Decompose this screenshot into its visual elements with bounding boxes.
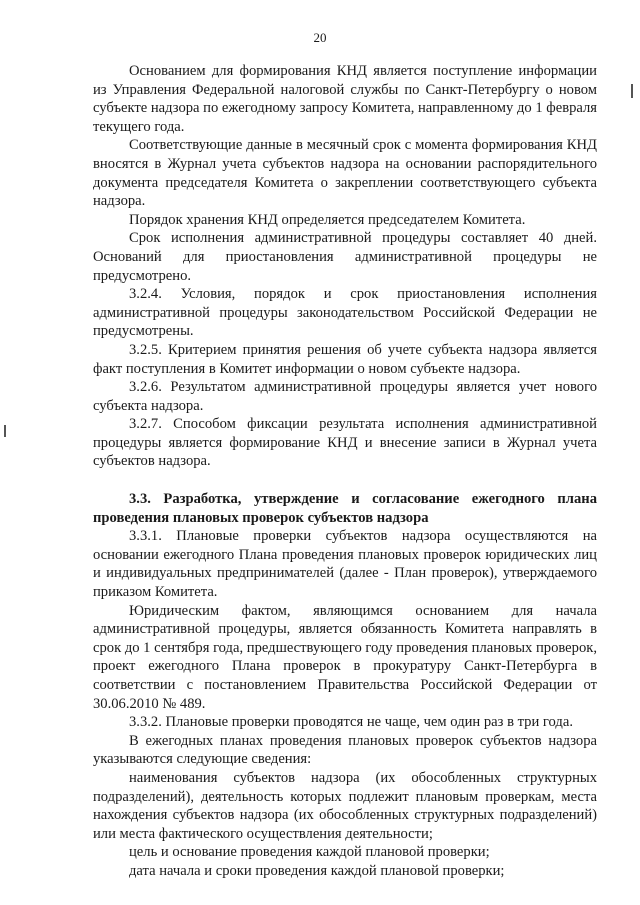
paragraph-monthly-entry: Соответствующие данные в месячный срок с момента формирования КНД вносятся в Журнал учета субъектов надзора на основании распорядительного документа председателя Комитета о закреплении соответствующего субъекта надзора.	[93, 137, 597, 210]
paragraph-3-3-2: 3.3.2. Плановые проверки проводятся не чаще, чем один раз в три года.	[129, 714, 573, 731]
section-heading-3-3: 3.3. Разработка, утверждение и согласование ежегодного плана проведения плановых проверок субъектов надзора	[93, 491, 597, 526]
paragraph-3-3-1: 3.3.1. Плановые проверки субъектов надзора осуществляются на основании ежегодного Плана проведения плановых проверок юридических лиц и индивидуальных предпринимателей (далее - План проверок), утверждаемого приказом Комитета.	[93, 528, 597, 601]
section-gap	[93, 471, 597, 490]
list-item-dates: дата начала и сроки проведения каждой плановой проверки;	[129, 862, 505, 879]
list-item-names: наименования субъектов надзора (их обособленных структурных подразделений), деятельность которых подлежит плановым проверкам, места нахождения субъектов надзора (их обособленных структурных подразделений) или места фактического осуществления деятельности;	[93, 769, 597, 842]
paragraph-legal-fact: Юридическим фактом, являющимся основанием для начала административной процедуры, является обязанность Комитета направлять в срок до 1 сентября года, предшествующего году проведения плановых проверок, проект ежегодного Плана проверок в прокуратуру Санкт-Петербурга в соответствии с постановлением Правительства Российской Федерации от 30.06.2010 № 489.	[93, 602, 597, 712]
paragraph-3-2-6: 3.2.6. Результатом административной процедуры является учет нового субъекта надзора.	[93, 379, 597, 414]
paragraph-storage-order: Порядок хранения КНД определяется председателем Комитета.	[129, 211, 526, 228]
document-body	[93, 62, 597, 881]
paragraph-knd-basis: Основанием для формирования КНД является поступление информации из Управления Федеральной налоговой службы по Санкт-Петербургу о новом субъекте надзора по ежегодному запросу Комитета, направленному до 1 февраля текущего года.	[93, 63, 597, 135]
page-number: 20	[313, 30, 327, 45]
paragraph-plan-contents: В ежегодных планах проведения плановых проверок субъектов надзора указываются следующие сведения:	[93, 732, 597, 768]
scan-margin-mark-left	[4, 425, 6, 437]
scan-margin-mark-right	[631, 84, 633, 98]
paragraph-procedure-term: Срок исполнения административной процедуры составляет 40 дней. Оснований для приостановления административной процедуры не предусмотрено.	[93, 230, 597, 284]
paragraph-3-2-7: 3.2.7. Способом фиксации результата исполнения административной процедуры является формирование КНД и внесение записи в Журнал учета субъектов надзора.	[93, 416, 597, 470]
list-item-purpose: цель и основание проведения каждой плановой проверки;	[129, 844, 490, 861]
paragraph-3-2-5: 3.2.5. Критерием принятия решения об учете субъекта надзора является факт поступления в Комитет информации о новом субъекте надзора.	[93, 341, 597, 377]
paragraph-3-2-4: 3.2.4. Условия, порядок и срок приостановления исполнения административной процедуры законодательством Российской Федерации не предусмотрены.	[93, 286, 597, 340]
